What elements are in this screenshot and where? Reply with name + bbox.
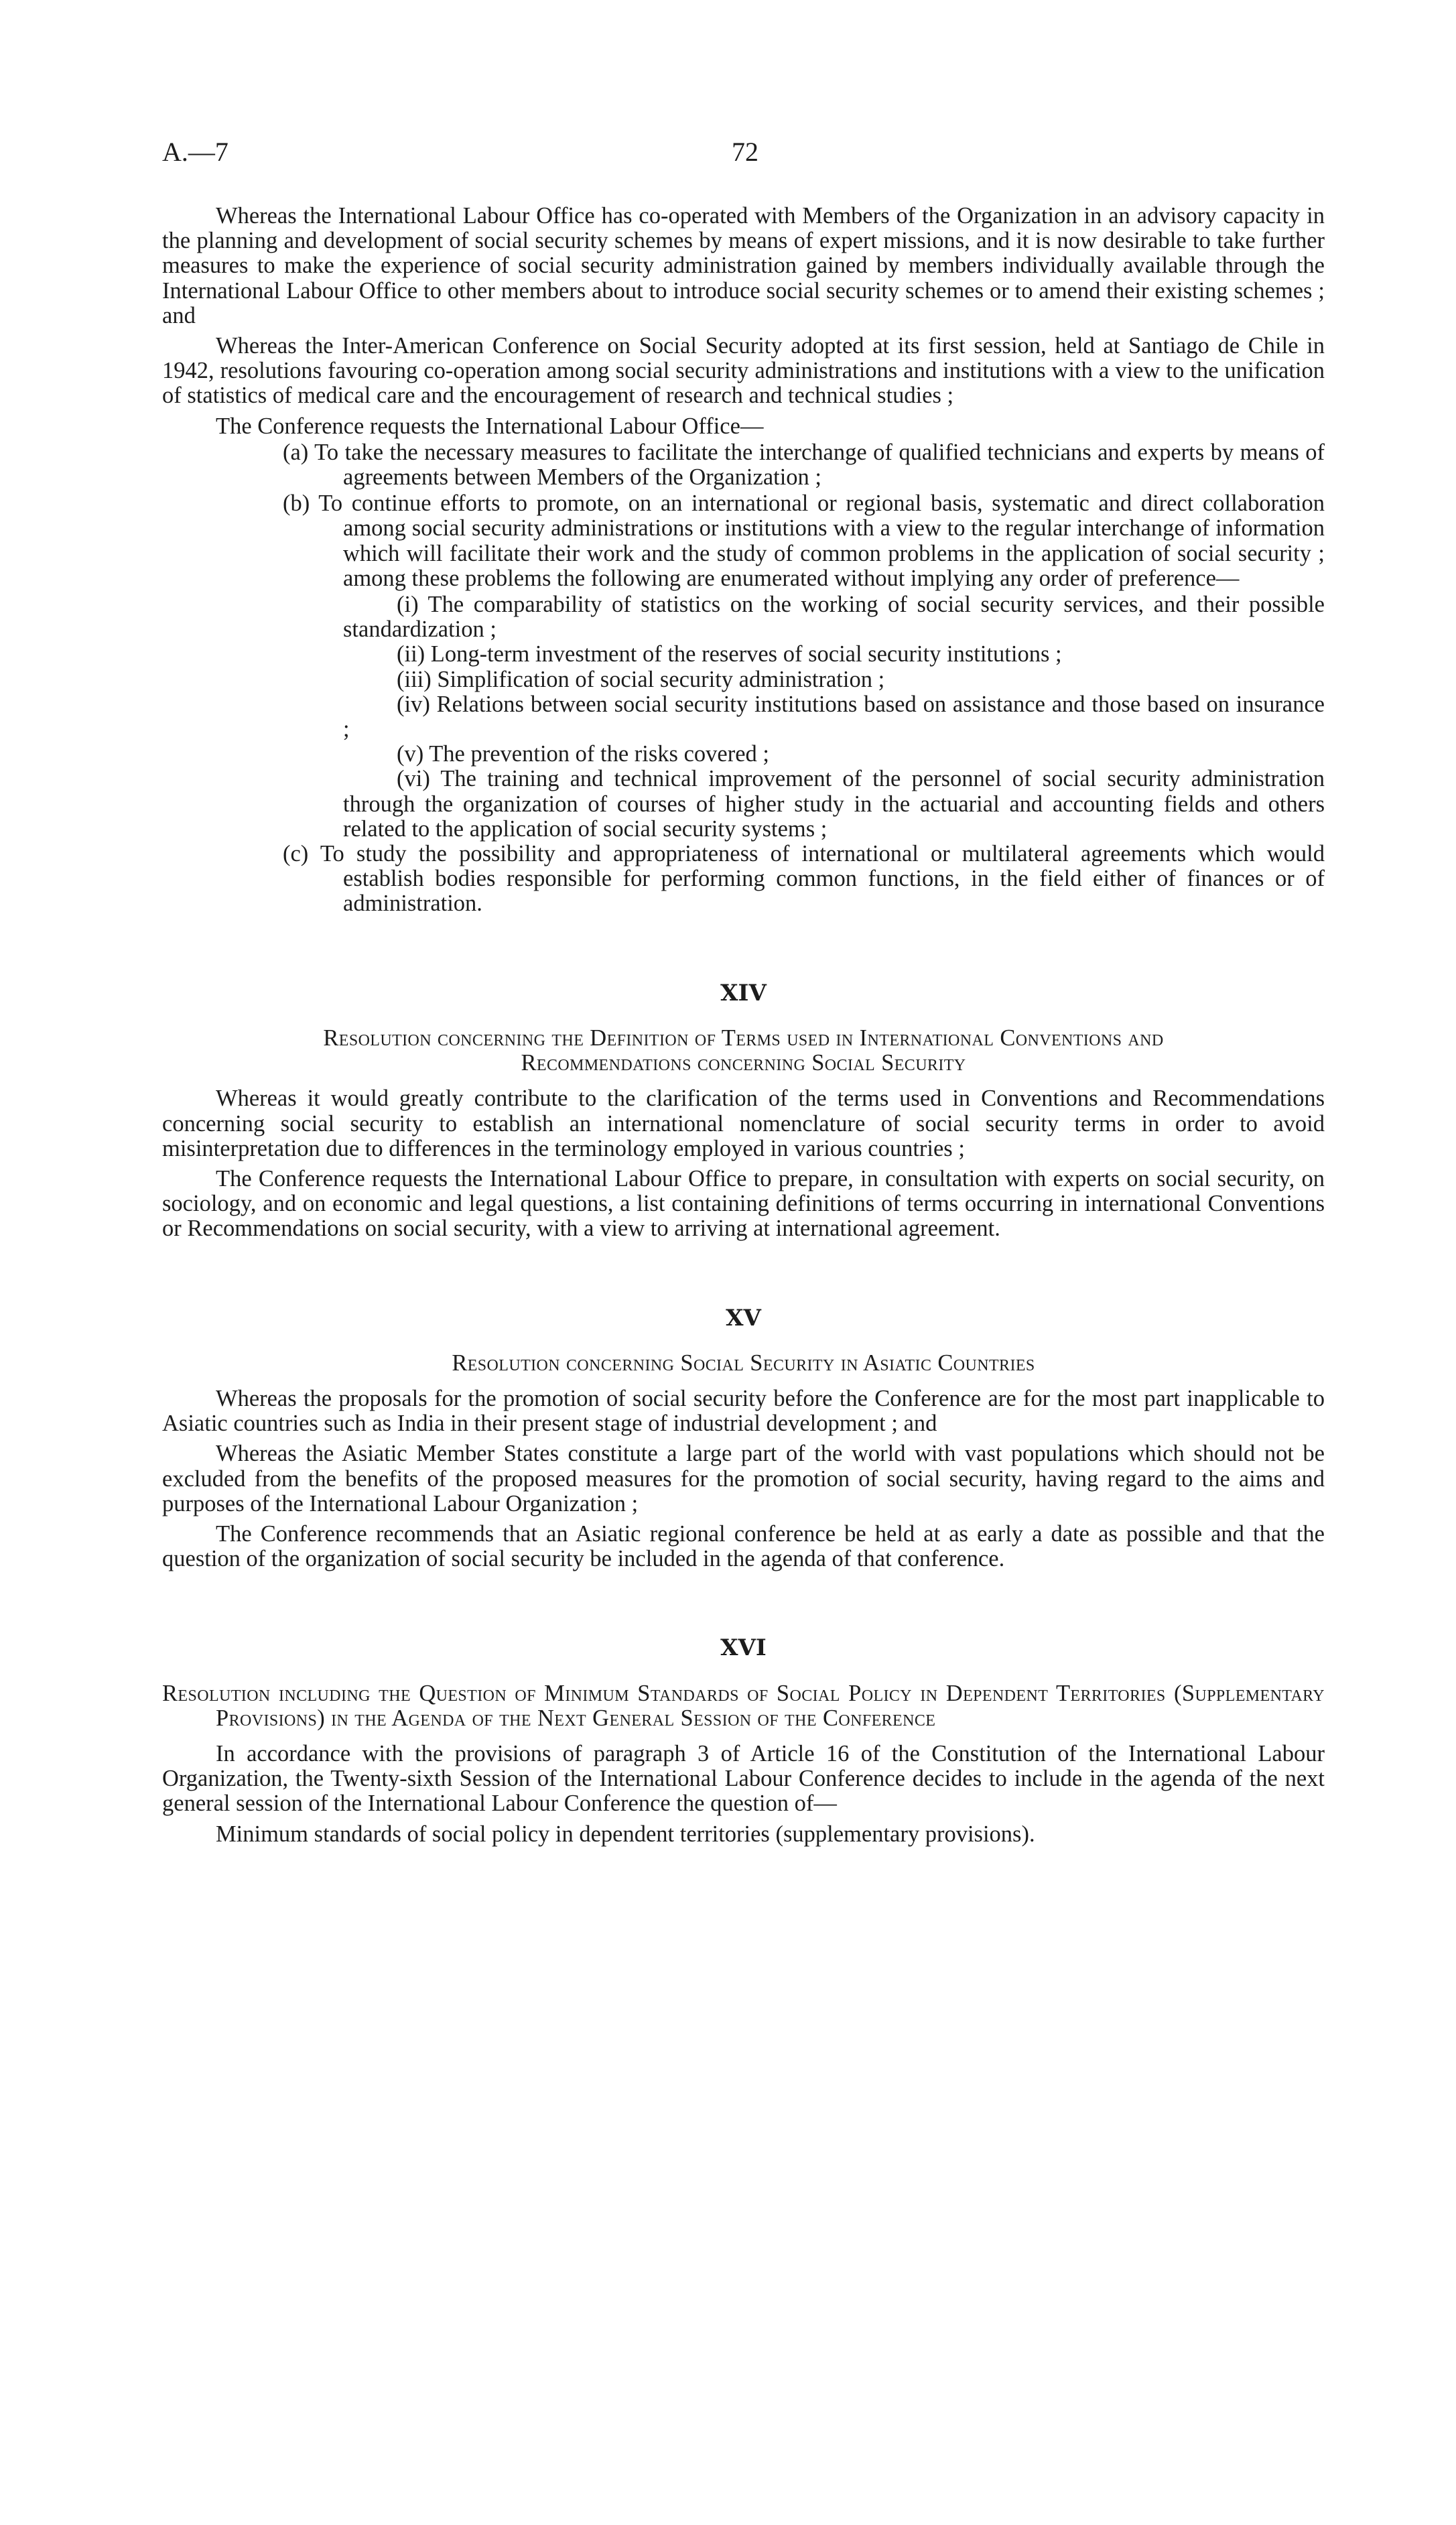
section-title-xv: Resolution concerning Social Security in Asiatic Countries [452,1350,1035,1376]
sub-item-iii: (iii) Simplification of social security administration ; [397,666,885,692]
xvi-paragraph-2: Minimum standards of social policy in dependent territories (supplementary provisions). [216,1821,1035,1847]
section-number-xvi: XVI [720,1634,767,1662]
section-title-xvi: Resolution including the Question of Minimum Standards of Social Policy in Dependent Territories (Supplementary Provisions) in the Agenda of the Next General Session of the Conference [162,1680,1325,1731]
page-header [162,139,1325,180]
section-title-xiv-line1: Resolution concerning the Definition of Terms used in International Conventions and [323,1025,1164,1051]
list-item-b: (b) To continue efforts to promote, on an international or regional basis, systematic and direct collaboration among social security administrations or institutions with a view to the regular interchange of information which will facilitate their work and the study of common problems in the application of social security ; among these problems the following are enumerated without implying any order of preference— [283,491,1325,591]
sub-item-vi: (vi) The training and technical improvement of the personnel of social security administration through the organization of courses of higher study in the actuarial and accounting fields and others related to the application of social security systems ; [343,766,1325,842]
sub-item-i: (i) The comparability of statistics on the working of social security services, and their possible standardization ; [343,592,1325,643]
intro-paragraph-1: Whereas the International Labour Office has co-operated with Members of the Organization in an advisory capacity in the planning and development of social security schemes by means of expert missions, and it is now desirable to take further measures to make the experience of social security administration gained by members individually available through the International Labour Office to other members about to introduce social security schemes or to amend their existing schemes ; and [162,203,1325,328]
sub-item-v: (v) The prevention of the risks covered ; [397,741,769,767]
document-reference: A.—7 [162,137,228,167]
list-item-c: (c) To study the possibility and appropriateness of international or multilateral agreements which would establish bodies responsible for performing common functions, in the field either of finances or of administration. [283,841,1325,917]
section-title-xiv [162,1026,1325,1076]
xiv-paragraph-1: Whereas it would greatly contribute to the clarification of the terms used in Conventions and Recommendations concerning social security to establish an international nomenclature of social security terms in order to avoid misinterpretation due to differences in the terminology employed in various countries ; [162,1086,1325,1161]
xv-paragraph-3: The Conference recommends that an Asiatic regional conference be held at as early a date as possible and that the question of the organization of social security be included in the agenda of that conference. [162,1520,1325,1572]
list-item-a: (a) To take the necessary measures to facilitate the interchange of qualified technicians and experts by means of agreements between Members of the Organization ; [283,439,1325,491]
xv-paragraph-1: Whereas the proposals for the promotion of social security before the Conference are for the most part inapplicable to Asiatic countries such as India in their present stage of industrial development ; and [162,1385,1325,1437]
page-number: 72 [732,137,758,167]
section-number-xiv: XIV [720,979,767,1007]
sub-item-iv: (iv) Relations between social security institutions based on assistance and those based on insurance ; [343,691,1325,742]
section-number-xv: XV [726,1304,761,1332]
xv-paragraph-2: Whereas the Asiatic Member States constitute a large part of the world with vast populations which should not be excluded from the benefits of the proposed measures for the promotion of social security, having regard to the aims and purposes of the International Labour Organization ; [162,1441,1325,1516]
section-title-xiv-line2: Recommendations concerning Social Security [521,1050,966,1076]
intro-lead: The Conference requests the International Labour Office— [216,413,764,439]
document-page [162,139,1325,1852]
xiv-paragraph-2: The Conference requests the International Labour Office to prepare, in consultation with experts on social security, on sociology, and on economic and legal questions, a list containing definitions of terms occurring in international Conventions or Recommendations on social security, with a view to arriving at international agreement. [162,1165,1325,1242]
sub-item-ii: (ii) Long-term investment of the reserves of social security institutions ; [397,641,1062,667]
intro-paragraph-2: Whereas the Inter-American Conference on Social Security adopted at its first session, held at Santiago de Chile in 1942, resolutions favouring co-operation among social security administrations and institutions with a view to the unification of statistics of medical care and the encouragement of research and technical studies ; [162,333,1325,409]
xvi-paragraph-1: In accordance with the provisions of paragraph 3 of Article 16 of the Constitution of the International Labour Organization, the Twenty-sixth Session of the International Labour Conference decides to include in the agenda of the next general session of the International Labour Conference the question of— [162,1740,1325,1817]
